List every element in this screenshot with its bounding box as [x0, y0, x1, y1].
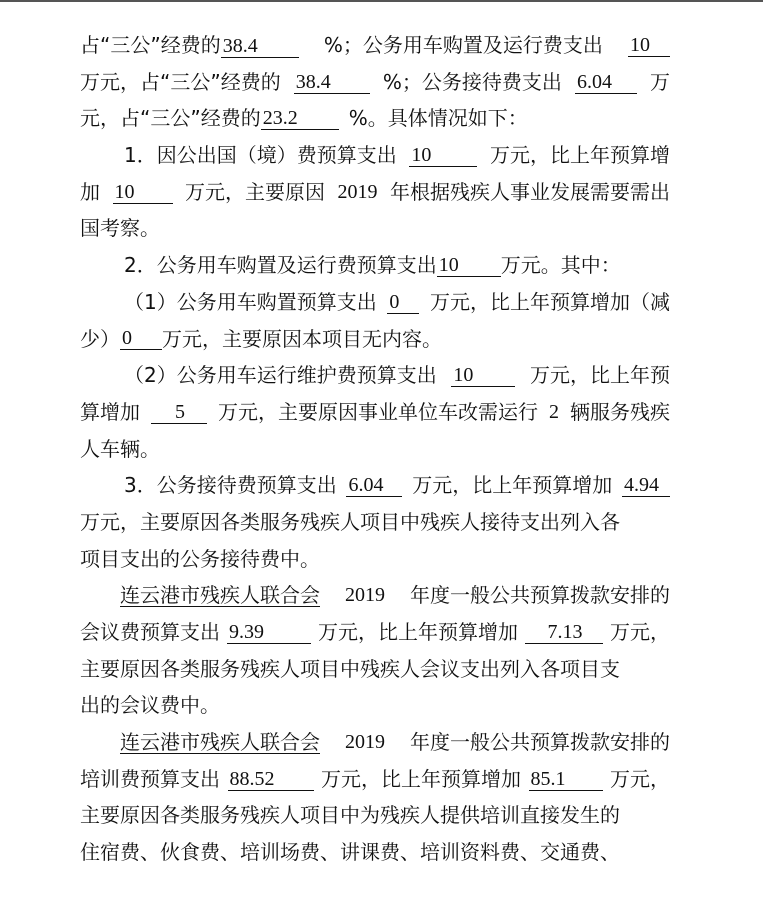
blank-value: 23.2	[261, 107, 339, 130]
text-line-7	[80, 247, 670, 284]
text: 万元，比上年预算增加（减	[429, 289, 670, 314]
text: 万元，比上年预算增加	[412, 473, 613, 498]
text-line-2	[80, 64, 670, 101]
text-line-14	[80, 504, 670, 541]
text-line-8	[80, 284, 670, 321]
text: 2．公务用车购置及运行费预算支出	[124, 253, 437, 278]
text: 出的会议费中。	[80, 693, 220, 718]
text: 国考察。	[80, 216, 160, 241]
blank-value: 5	[151, 401, 207, 424]
text-line-22	[80, 797, 670, 834]
text: 年根据残疾人事业发展需要需出	[390, 179, 670, 204]
blank-value: 85.1	[529, 768, 603, 791]
blank-value: 9.39	[227, 621, 311, 644]
text-line-18	[80, 651, 670, 688]
text: 加	[80, 179, 100, 204]
document-body	[80, 27, 670, 871]
blank-value: 10	[437, 254, 501, 277]
vehicle-count: 2	[549, 400, 559, 423]
text-line-10	[80, 357, 670, 394]
text-line-4	[80, 137, 670, 174]
text: 1．因公出国（境）费预算支出	[124, 143, 397, 168]
text-line-13	[80, 467, 670, 504]
text-line-9	[80, 321, 670, 358]
blank-value: 0	[120, 327, 162, 350]
blank-value: 7.13	[525, 621, 603, 644]
text-line-16	[80, 577, 670, 614]
text: 万元，主要原因本项目无内容。	[162, 326, 442, 351]
text: 万元，	[610, 766, 670, 791]
text: 万元，比上年预算增	[489, 143, 670, 168]
text: （1）公务用车购置预算支出	[124, 289, 377, 314]
text-line-11	[80, 394, 670, 431]
text: （2）公务用车运行维护费预算支出	[124, 363, 437, 388]
text-line-23	[80, 834, 670, 871]
text: 主要原因各类服务残疾人项目中为残疾人提供培训直接发生的	[80, 803, 620, 828]
text: 会议费预算支出	[80, 620, 220, 644]
text: 辆服务残疾	[570, 399, 670, 424]
blank-value: 38.4	[221, 35, 299, 58]
year-number: 2019	[345, 731, 385, 754]
blank-value: 0	[387, 291, 419, 314]
blank-value: 10	[451, 364, 515, 387]
blank-value: 10	[628, 34, 670, 57]
text-line-17	[80, 614, 670, 651]
text-line-1	[80, 27, 670, 64]
text-line-15	[80, 541, 670, 578]
blank-value: 4.94	[622, 474, 670, 497]
text: 万元。其中：	[500, 253, 621, 278]
year-number: 2019	[345, 584, 385, 607]
text: %；公务接待费支出	[382, 69, 562, 94]
text: 万元，比上年预算增加	[318, 620, 518, 644]
text-line-20	[80, 724, 670, 761]
text-line-6	[80, 210, 670, 247]
text: 年度一般公共预算拨款安排的	[410, 730, 670, 755]
text: 万元，主要原因各类服务残疾人项目中残疾人接待支出列入各	[80, 509, 620, 534]
text: 占“三公”经费的	[80, 33, 221, 57]
organization-name: 连云港市残疾人联合会	[120, 583, 320, 608]
text: 住宿费、伙食费、培训场费、讲课费、培训资料费、交通费、	[80, 840, 620, 865]
text-line-5	[80, 174, 670, 211]
year-number: 2019	[337, 180, 378, 203]
text: 年度一般公共预算拨款安排的	[410, 583, 670, 608]
top-border	[0, 0, 763, 2]
text: 万元，比上年预算增加	[321, 766, 521, 791]
text: 主要原因各类服务残疾人项目中残疾人会议支出列入各项目支	[80, 656, 620, 681]
text: 万元，	[610, 620, 670, 644]
blank-value: 38.4	[294, 71, 370, 94]
text: 算增加	[80, 399, 140, 424]
text-line-21	[80, 761, 670, 798]
blank-value: 10	[409, 144, 477, 167]
text-line-12	[80, 431, 670, 468]
text-line-3	[80, 100, 670, 137]
text: 万元，主要原因	[185, 179, 325, 204]
text: 万元，占“三公”经费的	[80, 69, 281, 94]
text-line-19	[80, 687, 670, 724]
text: 3．公务接待费预算支出	[124, 473, 337, 498]
text: 少）	[80, 326, 120, 351]
blank-value: 6.04	[346, 474, 402, 497]
text: %；公务用车购置及运行费支出	[323, 33, 603, 57]
text: 万元，比上年预	[529, 363, 670, 388]
text: %。具体情况如下：	[348, 106, 528, 131]
text: 人车辆。	[80, 436, 160, 461]
text: 万元，主要原因事业单位车改需运行	[218, 399, 538, 424]
blank-value: 6.04	[575, 71, 637, 94]
blank-value: 88.52	[228, 768, 314, 791]
text: 万	[650, 69, 670, 94]
organization-name: 连云港市残疾人联合会	[120, 729, 320, 754]
text: 项目支出的公务接待费中。	[80, 546, 320, 571]
text: 元，占“三公”经费的	[80, 106, 261, 131]
text: 培训费预算支出	[80, 766, 220, 791]
blank-value: 10	[113, 181, 173, 204]
